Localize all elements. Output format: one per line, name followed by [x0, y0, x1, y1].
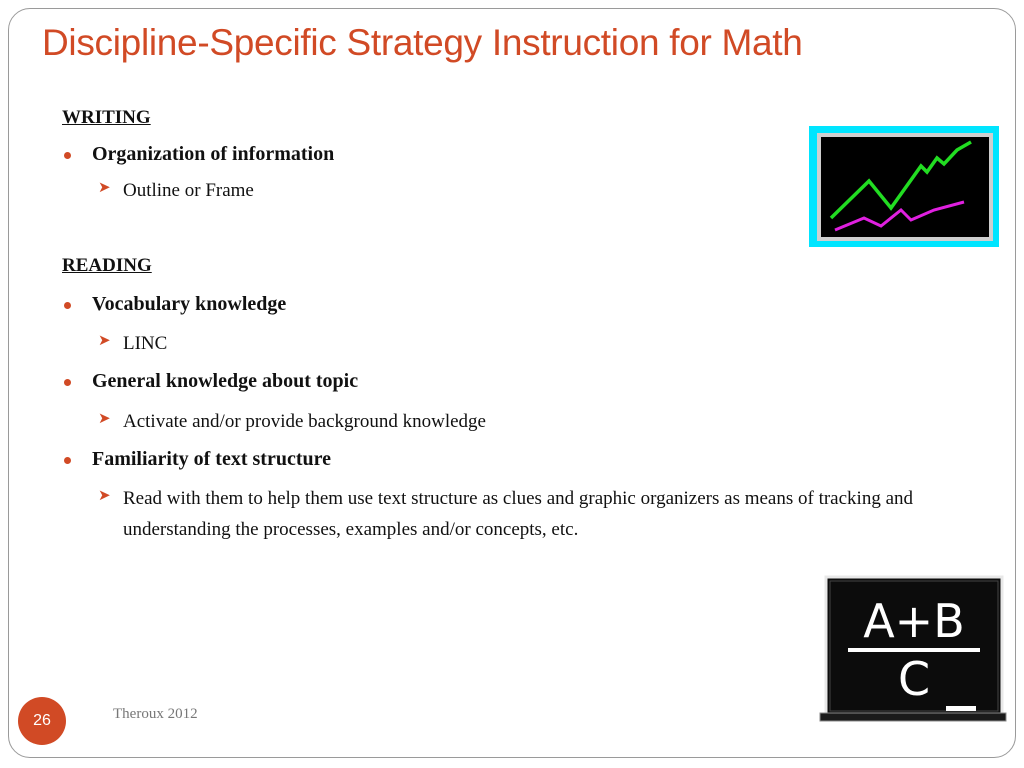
arrow-bullet-icon: ➤ [98, 331, 111, 349]
section-heading-writing: WRITING [62, 107, 151, 128]
bullet-dot-icon [64, 152, 71, 159]
bullet-text: Organization of information [92, 143, 335, 165]
footer-credit: Theroux 2012 [113, 706, 198, 722]
bullet-text: General knowledge about topic [92, 370, 359, 392]
chalkboard-icon [818, 574, 1008, 726]
slide-title: Discipline-Specific Strategy Instruction for Math [42, 22, 803, 63]
arrow-bullet-icon: ➤ [98, 486, 111, 504]
bullet-dot-icon [64, 457, 71, 464]
sub-bullet-text: Read with them to help them use text structure as clues and graphic organizers as means of tracking and understanding the processes, examples and/or concepts, etc. [123, 488, 914, 540]
arrow-bullet-icon: ➤ [98, 178, 111, 196]
bullet-dot-icon [64, 379, 71, 386]
chalkboard-text-bottom: C [897, 652, 931, 706]
sub-bullet-text: Outline or Frame [123, 180, 254, 201]
section-heading-reading: READING [62, 255, 152, 276]
bullet-dot-icon [64, 302, 71, 309]
line-graph-icon [809, 126, 999, 247]
sub-bullet-text: LINC [123, 333, 168, 354]
arrow-bullet-icon: ➤ [98, 409, 111, 427]
bullet-text: Familiarity of text structure [92, 448, 331, 470]
bullet-text: Vocabulary knowledge [92, 293, 287, 315]
sub-bullet-text: Activate and/or provide background knowledge [123, 411, 486, 432]
chalkboard-text-top: A+B [863, 594, 965, 648]
page-number-badge: 26 [18, 697, 66, 745]
